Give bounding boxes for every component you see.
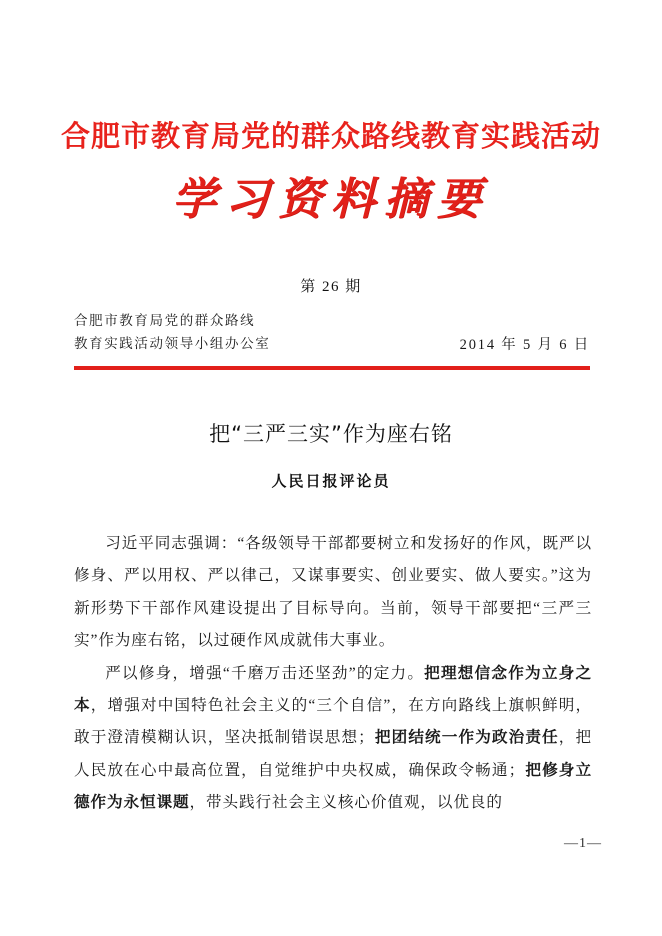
paragraph [74,658,592,820]
issuer-line-2: 教育实践活动领导小组办公室 [74,336,271,352]
text-run: ，带头践行社会主义核心价值观，以优良的 [189,794,503,812]
issuer-block [74,309,270,355]
issue-number: 第 26 期 [300,279,362,295]
text-run: 严以修身，增强“千磨万击还坚劲”的定力。 [105,664,425,682]
masthead-subtitle: 学习资料摘要 [172,174,490,226]
text-run: ，把人民放在心中最高位置，自觉维护中央权威，确保政令畅通； [74,729,592,779]
emphasis-run: 把理想信念作为立身之本 [74,664,592,715]
article-body [74,528,592,820]
text-run: ，增强对中国特色社会主义的“三个自信”，在方向路线上旗帜鲜明，敢于澄清模糊认识，坚决抵制错误思想； [74,697,592,747]
paragraph [74,528,592,658]
page-number: —1— [564,836,602,851]
masthead-title: 合肥市教育局党的群众路线教育实践活动 [60,119,601,153]
issue-date: 2014 年 5 月 6 日 [459,337,590,354]
red-divider-rule [74,366,590,370]
article-byline: 人民日报评论员 [271,474,391,490]
text-run: 习近平同志强调：“各级领导干部都要树立和发扬好的作风，既严以修身、严以用权、严以律己，又谋事要实、创业要实、做人要实。”这为新形势下干部作风建设提出了目标导向。当前，领导干部要把“三严三实”作为座右铭，以过硬作风成就伟大事业。 [74,535,592,650]
emphasis-run: 把团结统一作为政治责任 [374,729,559,747]
issuer-row [74,309,590,355]
issuer-line-1: 合肥市教育局党的群众路线 [74,313,256,328]
masthead [0,118,662,225]
article-title: 把“三严三实”作为座右铭 [209,422,453,446]
emphasis-run: 把修身立德作为永恒课题 [74,761,592,812]
